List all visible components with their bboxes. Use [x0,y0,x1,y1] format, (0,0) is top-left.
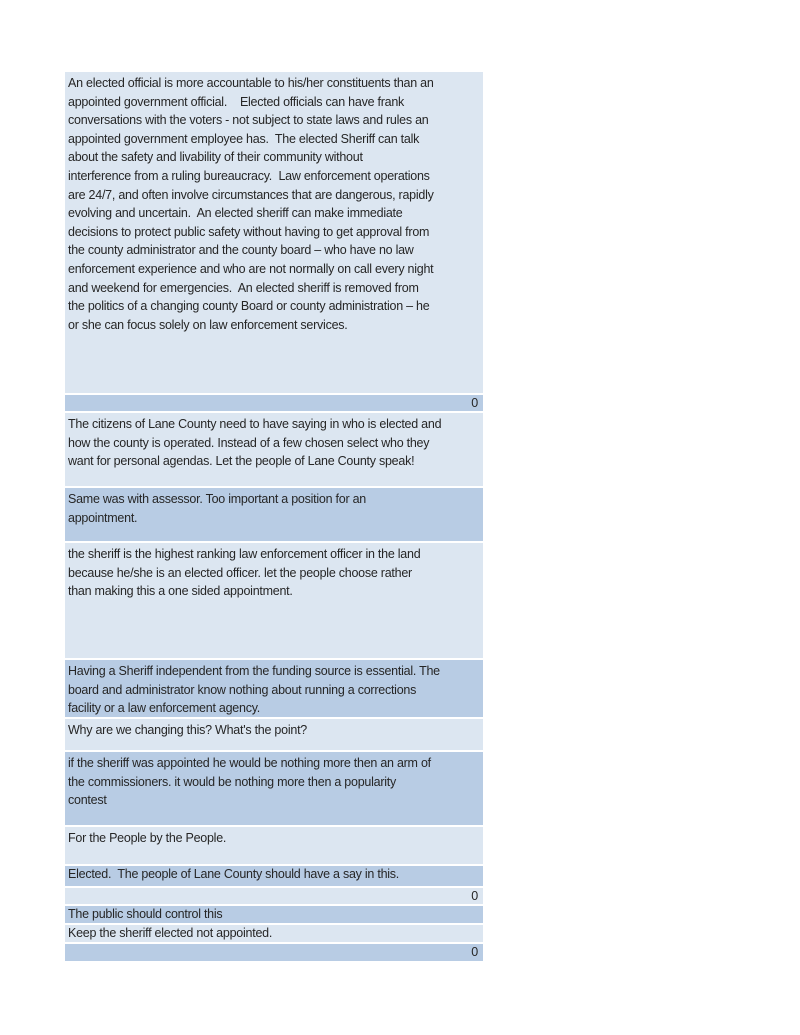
text-line: evolving and uncertain. An elected sheriff can make immediate [68,206,403,221]
comment-cell[interactable] [65,906,483,923]
comments-table [65,72,483,963]
text-line: than making this a one sided appointment. [68,584,293,599]
text-line: interference from a ruling bureaucracy. Law enforcement operations [68,168,430,183]
comment-cell[interactable] [65,488,483,541]
text-line: appointed government official. Elected officials can have frank [68,94,405,109]
text-line: enforcement experience and who are not normally on call every night [68,261,434,276]
text-line: Having a Sheriff independent from the funding source is essential. The [68,664,440,678]
comment-cell[interactable] [65,752,483,825]
text-line: board and administrator know nothing about running a corrections [68,682,417,697]
count-cell[interactable] [65,888,483,904]
count-value: 0 [471,889,478,903]
comment-cell[interactable] [65,413,483,486]
text-line: Same was with assessor. Too important a position for an [68,492,366,506]
text-line: Keep the sheriff elected not appointed. [68,926,273,940]
text-line: conversations with the voters - not subject to state laws and rules an [68,113,429,128]
text-line: the sheriff is the highest ranking law enforcement officer in the land [68,547,421,561]
count-value: 0 [471,396,478,410]
count-cell[interactable] [65,395,483,411]
text-line: Why are we changing this? What's the point? [68,723,307,737]
text-line: if the sheriff was appointed he would be nothing more then an arm of [68,756,431,770]
count-cell[interactable] [65,944,483,961]
text-line: The public should control this [68,907,223,921]
text-line: want for personal agendas. Let the people of Lane County speak! [68,454,415,469]
comment-cell[interactable] [65,925,483,942]
text-line: For the People by the People. [68,831,227,845]
comment-cell[interactable] [65,719,483,750]
text-line: appointed government employee has. The elected Sheriff can talk [68,131,420,146]
comment-cell[interactable] [65,543,483,658]
text-line: facility or a law enforcement agency. [68,701,261,716]
comment-cell[interactable] [65,660,483,717]
text-line: because he/she is an elected officer. let the people choose rather [68,565,412,580]
text-line: and weekend for emergencies. An elected sheriff is removed from [68,280,419,295]
text-line: or she can focus solely on law enforcement services. [68,317,348,332]
text-line: contest [68,793,107,808]
comment-cell[interactable] [65,866,483,886]
text-line: Elected. The people of Lane County should have a say in this. [68,867,400,881]
count-value: 0 [471,945,478,959]
text-line: are 24/7, and often involve circumstances that are dangerous, rapidly [68,187,434,202]
text-line: The citizens of Lane County need to have saying in who is elected and [68,417,442,431]
text-line: about the safety and livability of their community without [68,150,363,165]
text-line: decisions to protect public safety without having to get approval from [68,224,430,239]
text-line: the commissioners. it would be nothing more then a popularity [68,774,396,789]
text-line: the politics of a changing county Board or county administration – he [68,299,430,314]
comment-cell[interactable] [65,72,483,393]
text-line: appointment. [68,510,138,525]
text-line: how the county is operated. Instead of a few chosen select who they [68,435,430,450]
text-line: An elected official is more accountable to his/her constituents than an [68,76,434,90]
text-line: the county administrator and the county board – who have no law [68,243,414,258]
comment-cell[interactable] [65,827,483,864]
